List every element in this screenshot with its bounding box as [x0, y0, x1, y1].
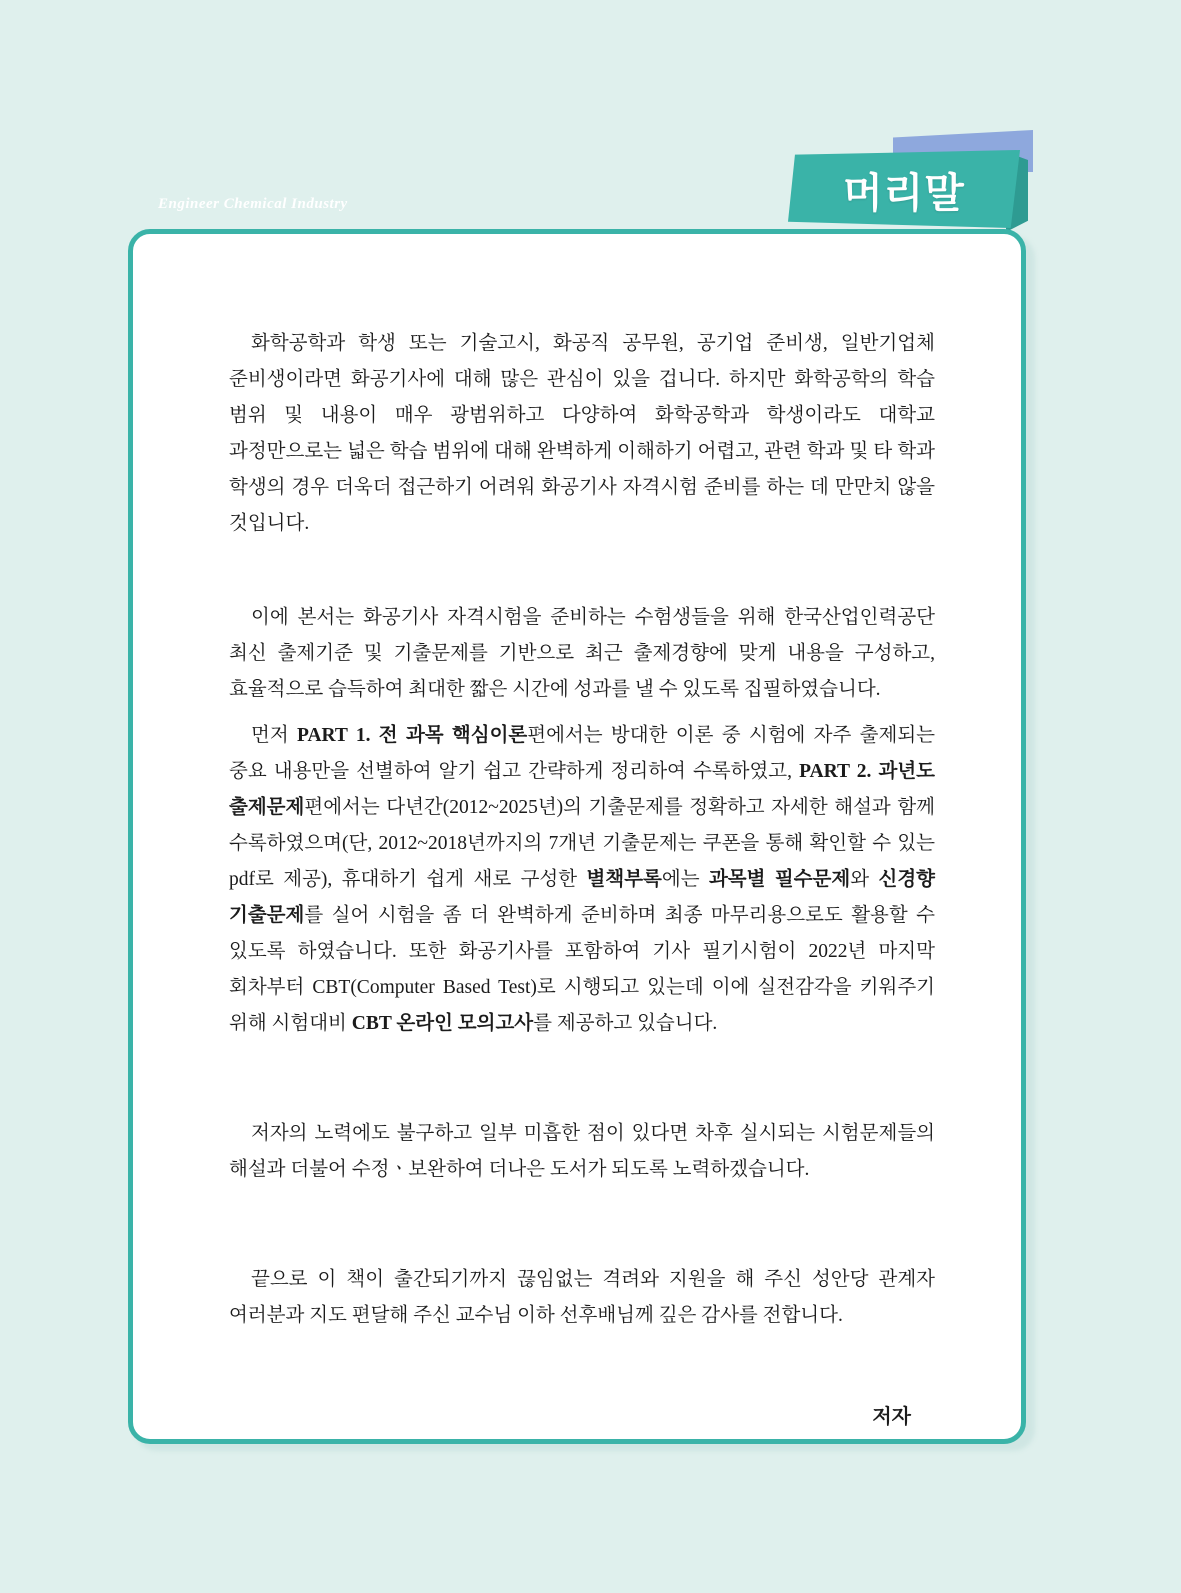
p3-text-2: 편에서는 방대한 이론 중 시험에 자주 출제되는 중요 내용만을 선별하여 알기 쉽고 간략하게 정리하여 수록하였고,: [229, 725, 935, 782]
spacer: [229, 542, 935, 600]
running-head: Engineer Chemical Industry: [158, 196, 348, 212]
spacer: [229, 1188, 935, 1262]
spacer: [229, 1042, 935, 1116]
paragraph-2: 이에 본서는 화공기사 자격시험을 준비하는 수험생들을 위해 한국산업인력공단 최신 출제기준 및 기출문제를 기반으로 최근 출제경향에 맞게 내용을 구성하고, 효율적으로 습득하여 최대한 짧은 시간에 성과를 낼 수 있도록 집필하였습니다.: [229, 607, 935, 700]
p3-bold-cbt-mock-exam: CBT 온라인 모의고사: [351, 1013, 534, 1034]
p3-text-1: 먼저: [251, 725, 297, 746]
p3-bold-part2: PART 2. 과년도 출제문제: [229, 761, 935, 818]
p3-text-7: 를 제공하고 있습니다.: [533, 1013, 718, 1034]
p3-text-6: 를 실어 시험을 좀 더 완벽하게 준비하며 최종 마무리용으로도 활용할 수 있도록 하였습니다. 또한 화공기사를 포함하여 기사 필기시험이 2022년 마지막 회차부터 CBT(Computer Based Test)로 시행되고 있는데 이에 실전감각을 키워주기 위해 시험대비: [229, 905, 935, 1034]
spacer: [229, 708, 935, 718]
page-header: [0, 0, 1181, 240]
p3-text-5: 와: [850, 869, 879, 890]
p3-bold-appendix: 별책부록: [586, 869, 662, 890]
p3-bold-part1: PART 1. 전 과목 핵심이론: [296, 725, 528, 746]
preface-card: [128, 229, 1026, 1444]
chapter-ribbon: [770, 130, 1040, 245]
paragraph-5: 끝으로 이 책이 출간되기까지 끊임없는 격려와 지원을 해 주신 성안당 관계자 여러분과 지도 편달해 주신 교수님 이하 선후배님께 깊은 감사를 전합니다.: [229, 1269, 935, 1326]
p3-bold-new-trend-questions: 신경향 기출문제: [229, 869, 935, 926]
paragraph-3: [229, 718, 935, 1042]
p3-text-3: 편에서는 다년간(2012~2025년)의 기출문제를 정확하고 자세한 해설과 함께 수록하였으며(단, 2012~2018년까지의 7개년 기출문제는 쿠폰을 통해 확인할 수 있는 pdf로 제공), 휴대하기 쉽게 새로 구성한: [229, 797, 935, 890]
paragraph-1: 화학공학과 학생 또는 기술고시, 화공직 공무원, 공기업 준비생, 일반기업체 준비생이라면 화공기사에 대해 많은 관심이 있을 겁니다. 하지만 화학공학의 학습 범위 및 내용이 매우 광범위하고 다양하여 화학공학과 학생이라도 대학교 과정만으로는 넓은 학습 범위에 대해 완벽하게 이해하기 어렵고, 관련 학과 및 타 학과 학생의 경우 더욱더 접근하기 어려워 화공기사 자격시험 준비를 하는 데 만만치 않을 것입니다.: [229, 333, 935, 534]
ribbon-title: 머리말: [843, 169, 965, 216]
p3-text-4: 에는: [661, 869, 709, 890]
p3-bold-essential-questions: 과목별 필수문제: [708, 869, 851, 890]
paragraph-4: 저자의 노력에도 불구하고 일부 미흡한 점이 있다면 차후 실시되는 시험문제들의 해설과 더불어 수정ㆍ보완하여 더나은 도서가 되도록 노력하겠습니다.: [229, 1123, 935, 1180]
author-signature: 저자: [872, 1406, 911, 1428]
preface-content: [229, 326, 935, 1429]
